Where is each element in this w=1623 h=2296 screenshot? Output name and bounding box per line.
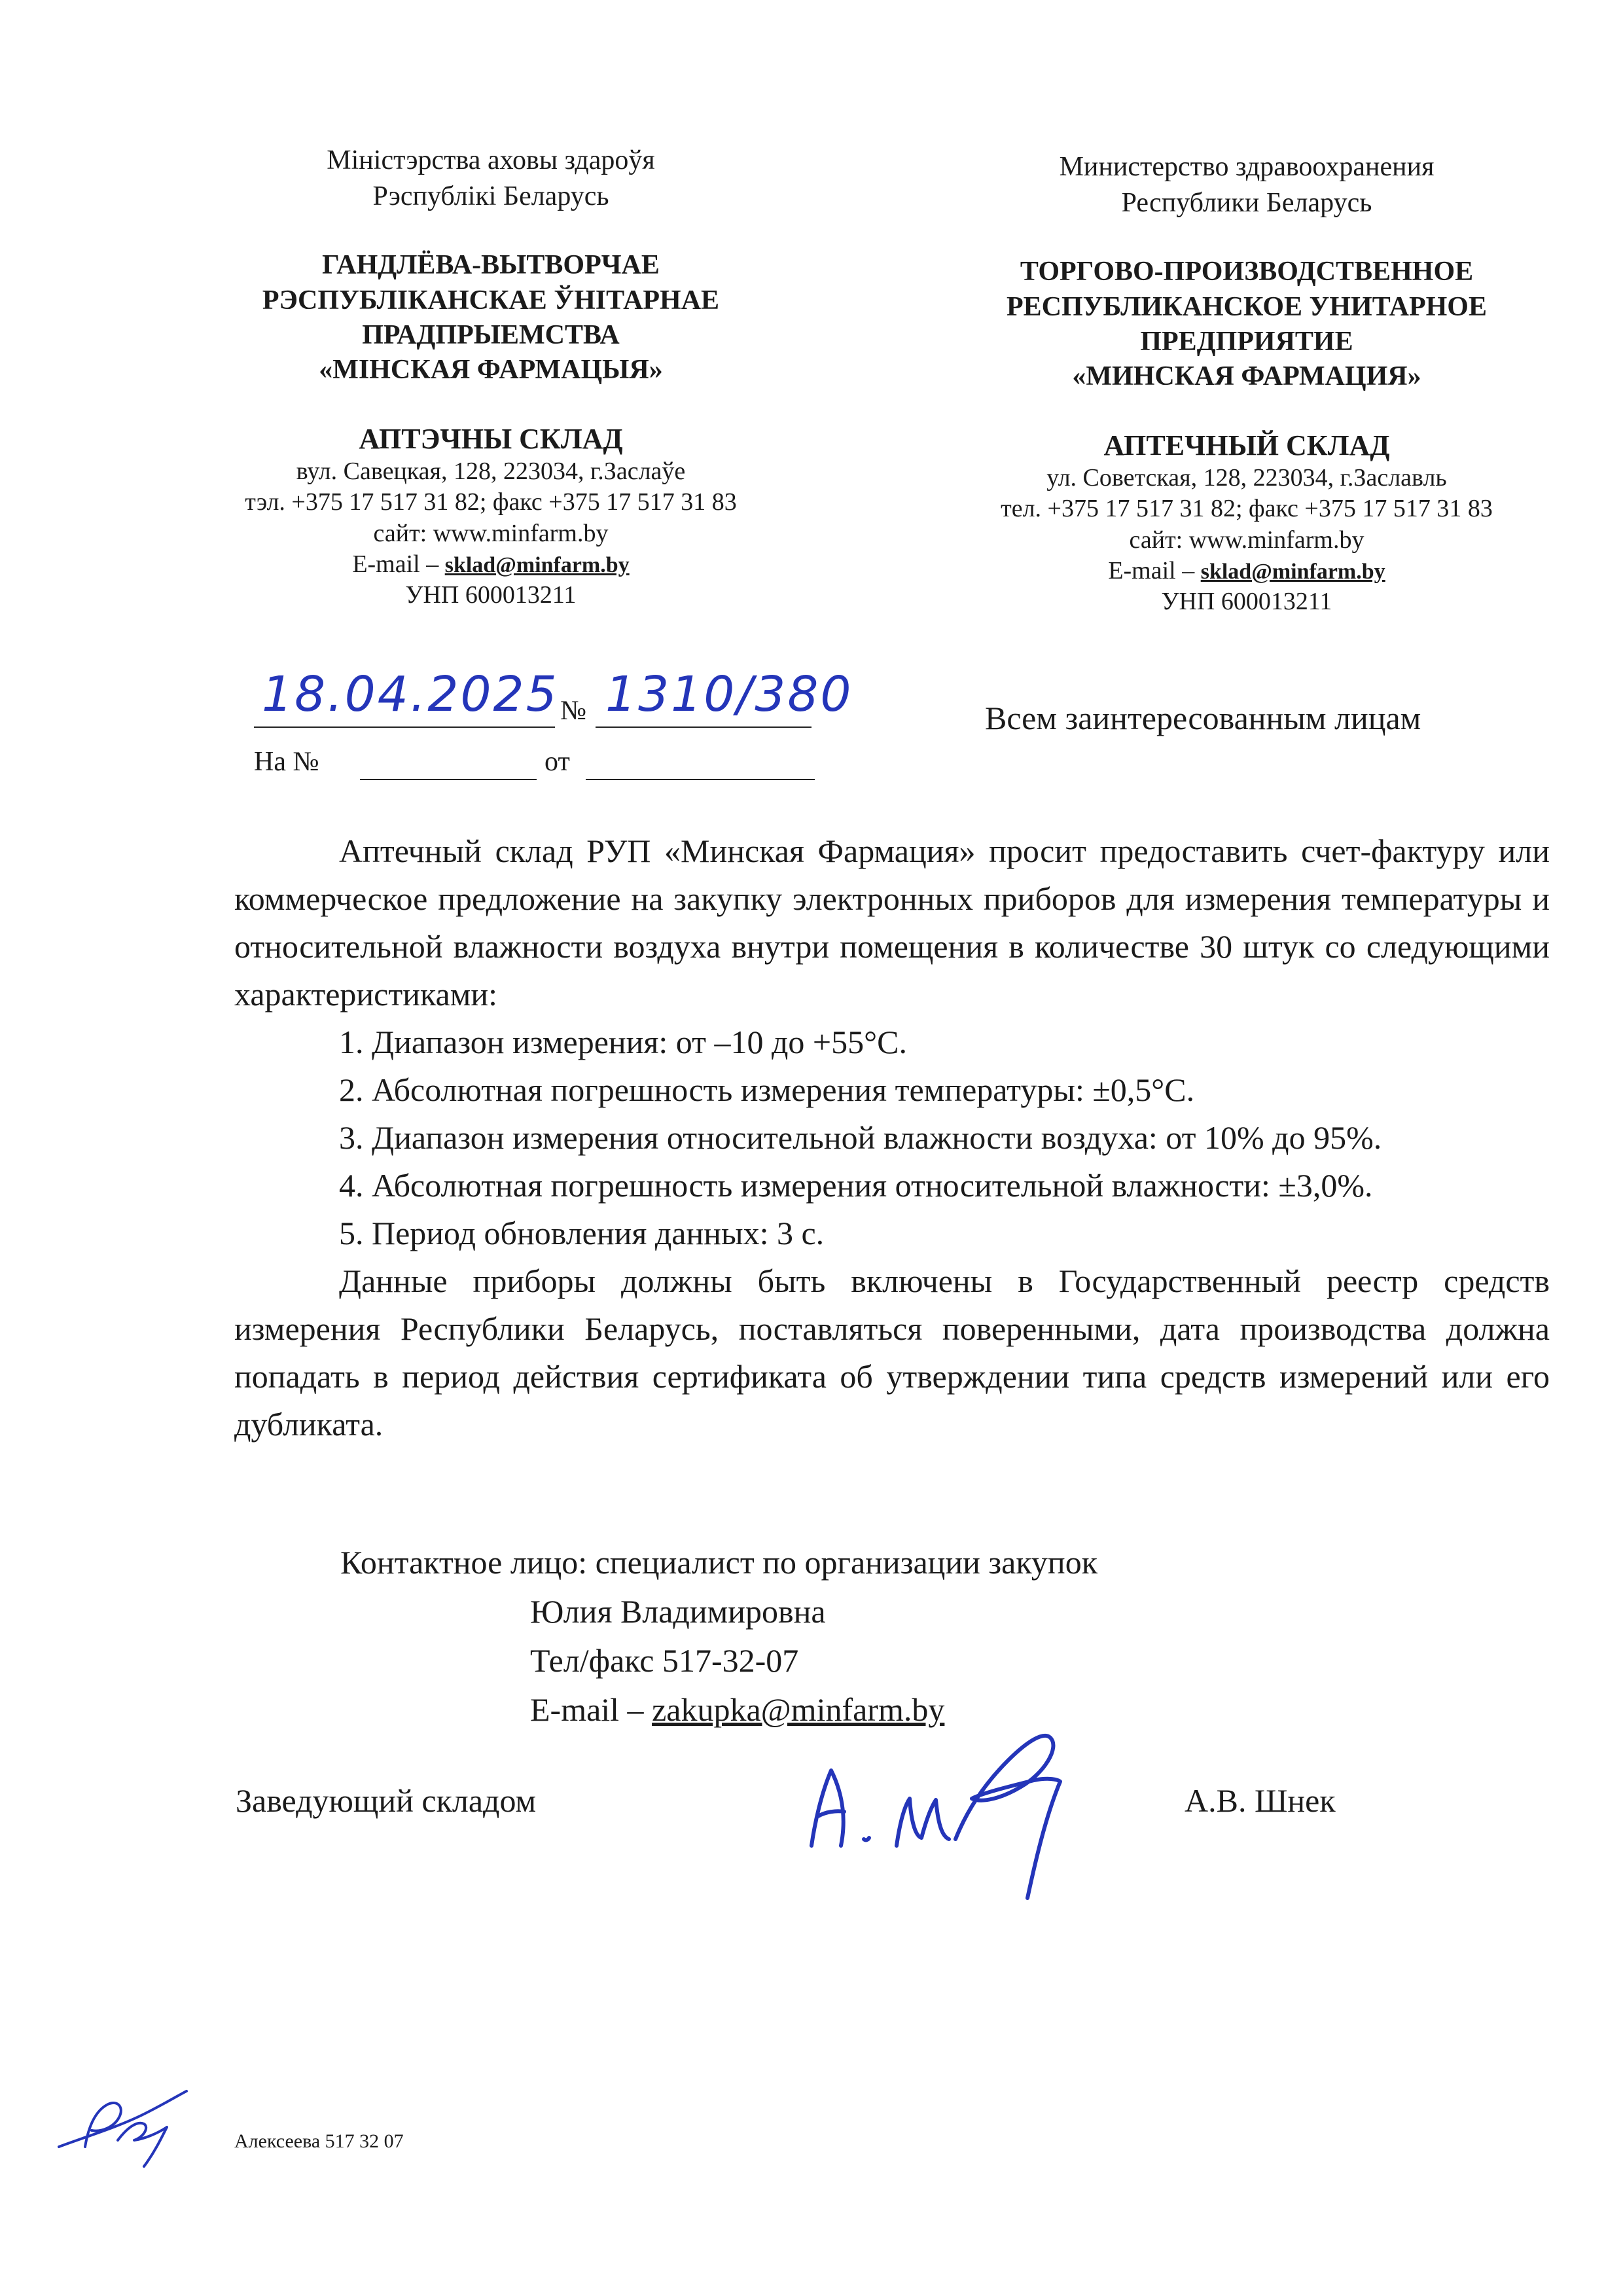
organization-line-2: РЕСПУБЛИКАНСКОЕ УНИТАРНОЕ [1007,291,1487,322]
organization-line-2: РЭСПУБЛІКАНСКАЕ ЎНІТАРНАЕ [262,285,720,315]
ministry-line-1: Міністэрства аховы здароўя [327,145,655,175]
email-link[interactable]: sklad@minfarm.by [1200,559,1385,584]
signatory-name: А.В. Шнек [1185,1782,1336,1819]
organization-line-4: «МІНСКАЯ ФАРМАЦЫЯ» [319,355,663,386]
organization-name [164,248,818,387]
requirement-item: 3. Диапазон измерения относительной влажности воздуха: от 10% до 95%. [339,1119,1382,1156]
reply-date-line [586,779,815,780]
organization-line-1: ГАНДЛЁВА-ВЫТВОРЧАЕ [322,250,660,281]
contact-email-label: E-mail – [530,1691,652,1728]
warehouse-title: АПТЭЧНЫ СКЛАД [359,422,623,455]
letter-body [234,827,1550,1448]
contact-line: Контактное лицо: специалист по организации закупок [340,1544,1097,1581]
handwritten-date: 18.04.2025 [262,666,559,723]
ministry-line-2: Рэспублікі Беларусь [372,181,609,211]
contact-phone: Тел/факс 517-32-07 [530,1642,799,1679]
organization-line-3: ПРАДПРЫЕМСТВА [362,319,620,350]
number-sign: № [560,696,587,726]
unp: УНП 600013211 [1161,587,1332,615]
requirement-item: 2. Абсолютная погрешность измерения температуры: ±0,5°С. [339,1071,1195,1108]
handwritten-number: 1310/380 [605,666,853,723]
email-link[interactable]: sklad@minfarm.by [444,552,630,577]
organization-line-3: ПРЕДПРИЯТИЕ [1140,326,1353,357]
address: ул. Советская, 128, 223034, г.Заславль [1046,464,1447,492]
email-row [919,556,1574,586]
requirement-item: 4. Абсолютная погрешность измерения относительной влажности: ±3,0%. [339,1167,1373,1204]
addressee: Всем заинтересованным лицам [985,700,1421,736]
unp: УНП 600013211 [405,581,577,609]
requirement-item: 5. Период обновления данных: 3 с. [339,1215,825,1251]
ministry-line-1: Министерство здравоохранения [1059,152,1435,182]
website: сайт: www.minfarm.by [373,519,609,547]
organization-line-1: ТОРГОВО-ПРОИЗВОДСТВЕННОЕ [1020,257,1474,287]
organization-line-4: «МИНСКАЯ ФАРМАЦИЯ» [1072,361,1421,392]
closing-paragraph: Данные приборы должны быть включены в Государственный реестр средств измерения Республики Беларусь, поставляться поверенными, дата производства должна попадать в период действия сертификата об утверждении типа средств измерений или его дубликата. [234,1263,1550,1443]
executor-initials-mark [46,2075,203,2173]
email-row [164,549,818,580]
email-label: E-mail – [352,550,445,578]
requirement-item: 1. Диапазон измерения: от –10 до +55°С. [339,1024,907,1060]
website: сайт: www.minfarm.by [1129,526,1364,554]
contact-name: Юлия Владимировна [530,1593,826,1630]
intro-paragraph: Аптечный склад РУП «Минская Фармация» просит предоставить счет-фактуру или коммерческое предложение на закупку электронных приборов для измерения температуры и относительной влажности воздуха внутри помещения в количестве 30 штук со следующими характеристиками: [234,833,1550,1013]
ministry-line-2: Республики Беларусь [1121,187,1372,218]
date-line [254,726,555,728]
executor-info: Алексеева 517 32 07 [234,2130,404,2152]
contact-email-link[interactable]: zakupka@minfarm.by [652,1691,945,1728]
number-line [596,726,812,728]
phone-fax: тел. +375 17 517 31 82; факс +375 17 517 31 83 [1001,495,1493,523]
address: вул. Савецкая, 128, 223034, г.Заслаўе [296,457,686,486]
reply-from-label: от [544,747,570,777]
organization-name [919,255,1574,394]
handwritten-signature [785,1682,1152,1918]
signatory-position: Заведующий складом [236,1782,537,1819]
reply-number-label: На № [254,747,319,777]
reply-number-line [360,779,537,780]
header-russian [919,149,1574,617]
email-label: E-mail – [1108,556,1201,584]
header-belarusian [164,143,818,611]
phone-fax: тэл. +375 17 517 31 82; факс +375 17 517 31 83 [245,488,737,516]
warehouse-title: АПТЕЧНЫЙ СКЛАД [1103,429,1390,461]
